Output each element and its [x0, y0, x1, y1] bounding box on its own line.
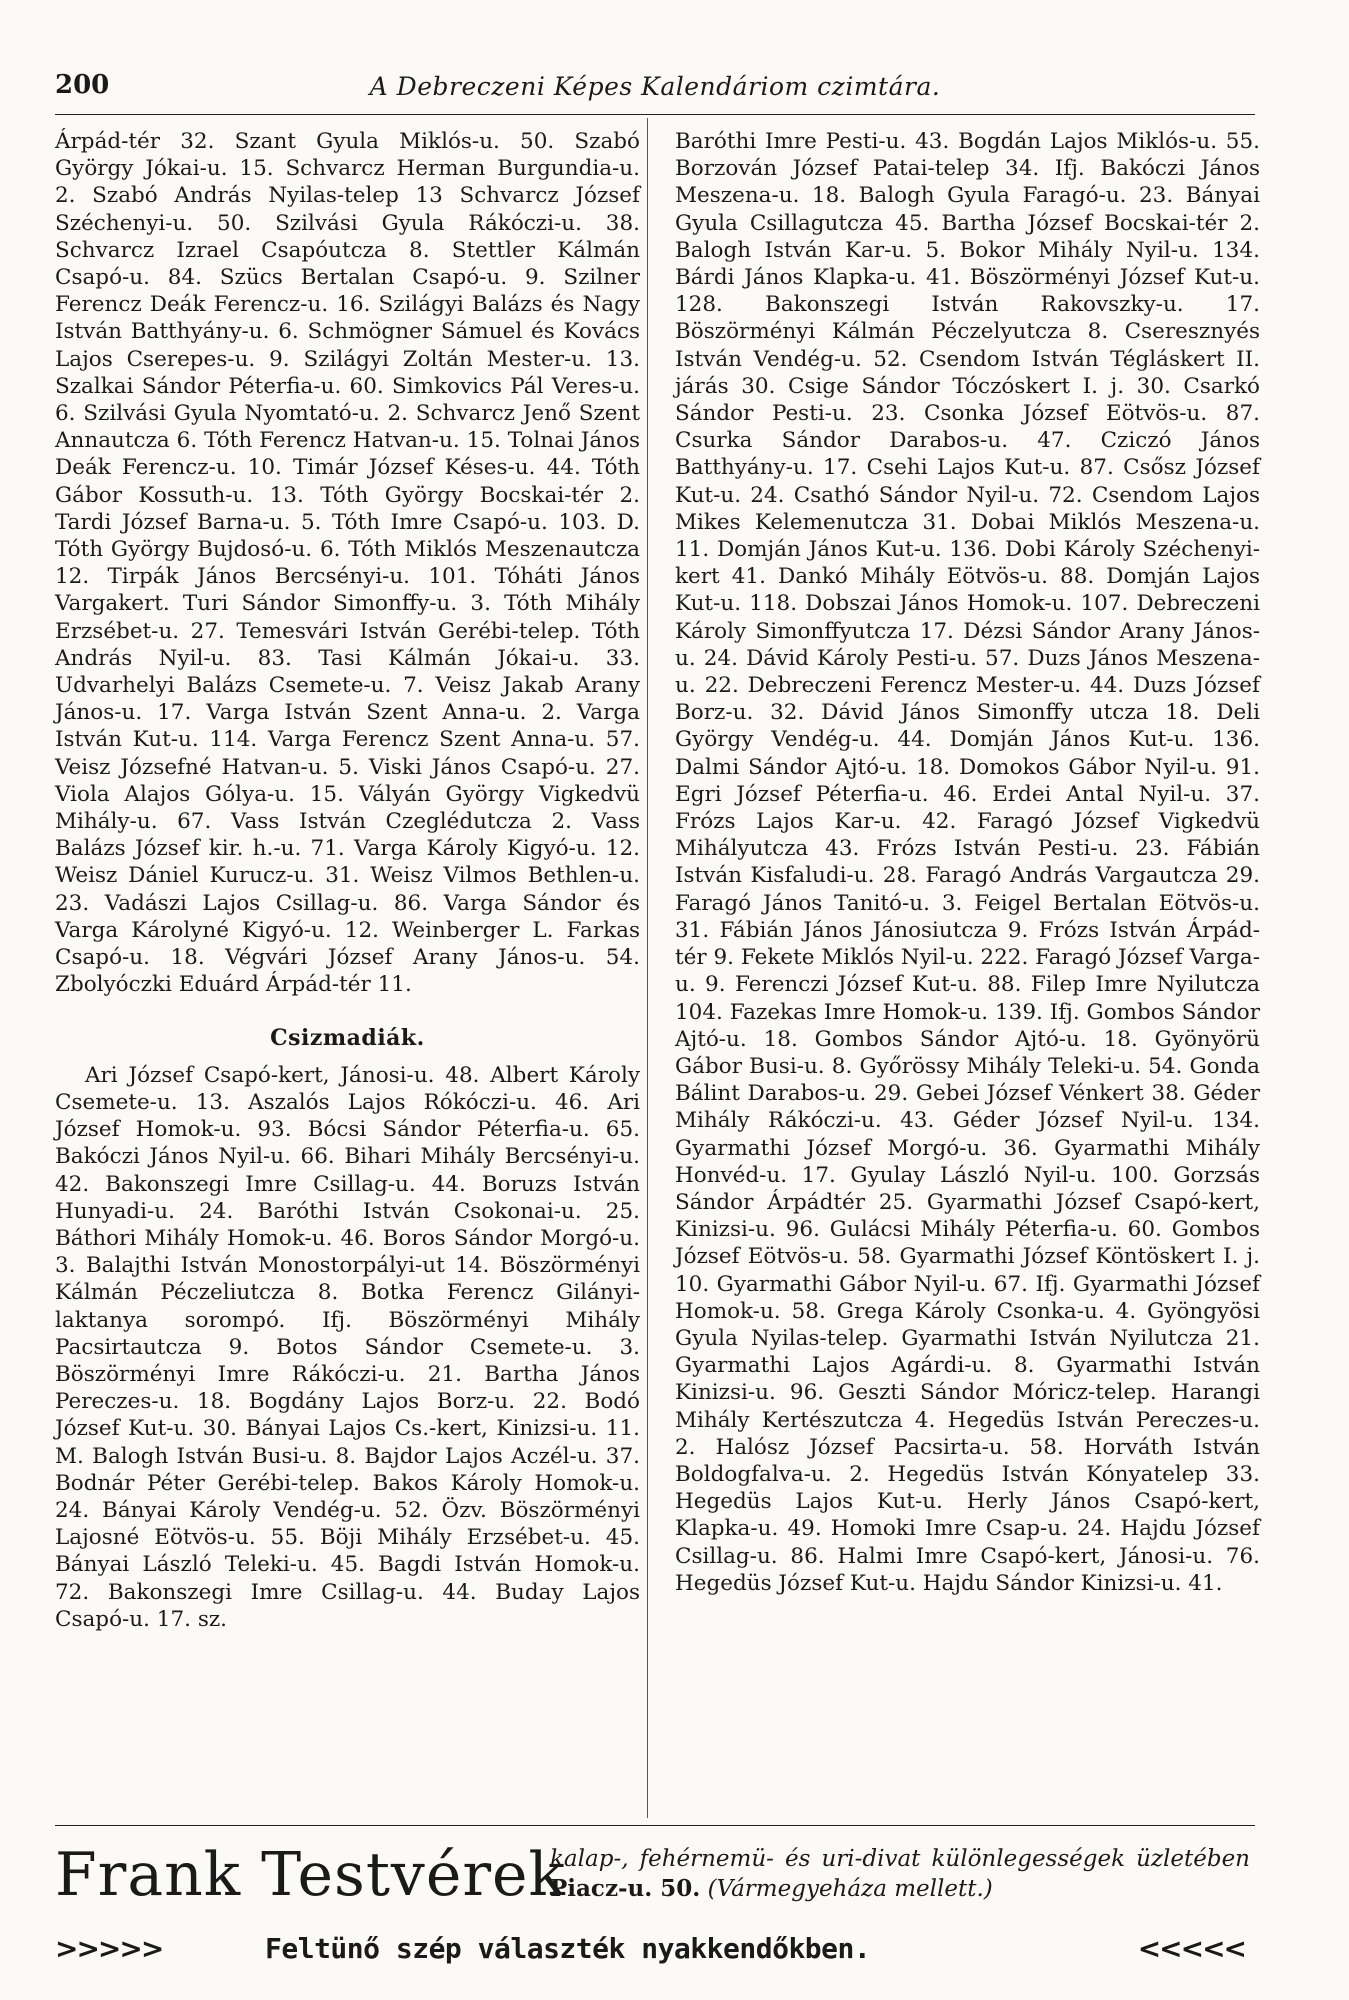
ad-text-part1: kalap-, fehérnemü- és uri-divat különlegességek üzletében	[550, 1846, 1250, 1872]
ad-brand: Frank Testvérek	[55, 1840, 566, 1910]
right-column	[675, 128, 1260, 1597]
page-number: 200	[55, 70, 110, 100]
arrows-right-icon: <<<<<	[1137, 1932, 1245, 1965]
left-paragraph-1: Árpád-tér 32. Szant Gyula Miklós-u. 50. Szabó György Jókai-u. 15. Schvarcz Herman Burgundia-u. 2. Szabó András Nyilas-telep 13 Schvarcz József Széchenyi-u. 50. Szilvási Gyula Rákóczi-u. 38. Schvarcz Izrael Csapóutcza 8. Stettler Kálmán Csapó-u. 84. Szücs Bertalan Csapó-u. 9. Szilner Ferencz Deák Ferencz-u. 16. Szilágyi Balázs és Nagy István Batthyány-u. 6. Schmögner Sámuel és Kovács Lajos Cserepes-u. 9. Szilágyi Zoltán Mester-u. 13. Szalkai Sándor Péterfia-u. 60. Simkovics Pál Veres-u. 6. Szilvási Gyula Nyomtató-u. 2. Schvarcz Jenő Szent Annautcza 6. Tóth Ferencz Hatvan-u. 15. Tolnai János Deák Ferencz-u. 10. Timár József Késes-u. 44. Tóth Gábor Kossuth-u. 13. Tóth György Bocskai-tér 2. Tardi József Barna-u. 5. Tóth Imre Csapó-u. 103. D. Tóth György Bujdosó-u. 6. Tóth Miklós Meszenautcza 12. Tirpák János Bercsényi-u. 101. Tóháti János Vargakert. Turi Sándor Simonffy-u. 3. Tóth Mihály Erzsébet-u. 27. Temesvári István Gerébi-telep. Tóth András Nyil-u. 83. Tasi Kálmán Jókai-u. 33. Udvarhelyi Balázs Csemete-u. 7. Veisz Jakab Arany János-u. 17. Varga István Szent Anna-u. 2. Varga István Kut-u. 114. Varga Ferencz Szent Anna-u. 57. Veisz Józsefné Hatvan-u. 5. Viski János Csapó-u. 27. Viola Alajos Gólya-u. 15. Vályán György Vigkedvü Mihály-u. 67. Vass István Czeglédutcza 2. Vass Balázs József kir. h.-u. 71. Varga Károly Kigyó-u. 12. Weisz Dániel Kurucz-u. 31. Weisz Vilmos Bethlen-u. 23. Vadászi Lajos Csillag-u. 86. Varga Sándor és Varga Károlyné Kigyó-u. 12. Weinberger L. Farkas Csapó-u. 18. Végvári József Arany János-u. 54. Zbolyóczki Eduárd Árpád-tér 11.	[55, 129, 640, 998]
advertisement	[55, 1838, 1255, 1978]
section-heading-csizmadiak: Csizmadiák.	[270, 1024, 425, 1051]
page-header	[55, 70, 1255, 115]
ad-address: Piacz-u. 50.	[550, 1875, 701, 1902]
running-title: A Debreczeni Képes Kalendáriom czimtára.	[369, 72, 941, 101]
ad-text	[550, 1844, 1250, 1904]
arrows-left-icon: >>>>>	[55, 1932, 163, 1965]
left-paragraph-2: Ari József Csapó-kert, Jánosi-u. 48. Albert Károly Csemete-u. 13. Aszalós Lajos Rókóczi-u. 46. Ari József Homok-u. 93. Bócsi Sándor Péterfia-u. 65. Bakóczi János Nyil-u. 66. Bihari Mihály Bercsényi-u. 42. Bakonszegi Imre Csillag-u. 44. Boruzs István Hunyadi-u. 24. Baróthi István Csokonai-u. 25. Báthori Mihály Homok-u. 46. Boros Sándor Morgó-u. 3. Balajthi István Monostorpályi-ut 14. Böszörményi Kálmán Péczeliutcza 8. Botka Ferencz Gilányi-laktanya sorompó. Ifj. Böszörményi Mihály Pacsirtautcza 9. Botos Sándor Csemete-u. 3. Böszörményi Imre Rákóczi-u. 21. Bartha János Pereczes-u. 18. Bogdány Lajos Borz-u. 22. Bodó József Kut-u. 30. Bányai Lajos Cs.-kert, Kinizsi-u. 11. M. Balogh István Busi-u. 8. Bajdor Lajos Aczél-u. 37. Bodnár Péter Gerébi-telep. Bakos Károly Homok-u. 24. Bányai Károly Vendég-u. 52. Özv. Böszörményi Lajosné Eötvös-u. 55. Böji Mihály Erzsébet-u. 45. Bányai László Teleki-u. 45. Bagdi István Homok-u. 72. Bakonszegi Imre Csillag-u. 44. Buday Lajos Csapó-u. 17. sz.	[55, 1062, 640, 1632]
column-divider	[647, 118, 648, 1818]
right-paragraph: Baróthi Imre Pesti-u. 43. Bogdán Lajos Miklós-u. 55. Borzován József Patai-telep 34. Ifj. Bakóczi János Meszena-u. 18. Balogh Gyula Faragó-u. 23. Bányai Gyula Csillagutcza 45. Bartha József Bocskai-tér 2. Balogh István Kar-u. 5. Bokor Mihály Nyil-u. 134. Bárdi János Klapka-u. 41. Böszörményi József Kut-u. 128. Bakonszegi István Rakovszky-u. 17. Böszörményi Kálmán Péczelyutcza 8. Cseresznyés István Vendég-u. 52. Csendom István Tégláskert II. járás 30. Csige Sándor Tóczóskert I. j. 30. Csarkó Sándor Pesti-u. 23. Csonka József Eötvös-u. 87. Csurka Sándor Darabos-u. 47. Cziczó János Batthyány-u. 17. Csehi Lajos Kut-u. 87. Csősz József Kut-u. 24. Csathó Sándor Nyil-u. 72. Csendom Lajos Mikes Kelemenutcza 31. Dobai Miklós Meszena-u. 11. Domján János Kut-u. 136. Dobi Károly Széchenyi-kert 41. Dankó Mihály Eötvös-u. 88. Domján Lajos Kut-u. 118. Dobszai János Homok-u. 107. Debreczeni Károly Simonffyutcza 17. Dézsi Sándor Arany János-u. 24. Dávid Károly Pesti-u. 57. Duzs János Meszena-u. 22. Debreczeni Ferencz Mester-u. 44. Duzs József Borz-u. 32. Dávid János Simonffy utcza 18. Deli György Vendég-u. 44. Domján János Kut-u. 136. Dalmi Sándor Ajtó-u. 18. Domokos Gábor Nyil-u. 91. Egri József Péterfia-u. 46. Erdei Antal Nyil-u. 37. Frózs Lajos Kar-u. 42. Faragó József Vigkedvü Mihályutcza 43. Frózs István Pesti-u. 23. Fábián István Kisfaludi-u. 28. Faragó András Vargautcza 29. Faragó János Tanitó-u. 3. Feigel Bertalan Eötvös-u. 31. Fábián János Jánosiutcza 9. Frózs István Árpád-tér 9. Fekete Miklós Nyil-u. 222. Faragó József Varga-u. 9. Ferenczi József Kut-u. 88. Filep Imre Nyilutcza 104. Fazekas Imre Homok-u. 139. Ifj. Gombos Sándor Ajtó-u. 18. Gombos Sándor Ajtó-u. 18. Gyönyörü Gábor Busi-u. 8. Győrössy Mihály Teleki-u. 54. Gonda Bálint Darabos-u. 29. Gebei József Vénkert 38. Géder Mihály Rákóczi-u. 43. Géder József Nyil-u. 134. Gyarmathi József Morgó-u. 36. Gyarmathi Mihály Honvéd-u. 17. Gyulay László Nyil-u. 100. Gorzsás Sándor Árpádtér 25. Gyarmathi József Csapó-kert, Kinizsi-u. 96. Gulácsi Mihály Péterfia-u. 60. Gombos József Eötvös-u. 58. Gyarmathi József Köntöskert I. j. 10. Gyarmathi Gábor Nyil-u. 67. Ifj. Gyarmathi József Homok-u. 58. Grega Károly Csonka-u. 4. Gyöngyösi Gyula Nyilas-telep. Gyarmathi István Nyilutcza 21. Gyarmathi Lajos Agárdi-u. 8. Gyarmathi István Kinizsi-u. 96. Geszti Sándor Móricz-telep. Harangi Mihály Kertészutcza 4. Hegedüs István Pereczes-u. 2. Halósz József Pacsirta-u. 58. Horváth István Boldogfalva-u. 2. Hegedüs István Kónyatelep 33. Hegedüs Lajos Kut-u. Herly János Csapó-kert, Klapka-u. 49. Homoki Imre Csap-u. 24. Hajdu József Csillag-u. 86. Halmi Imre Csapó-kert, Jánosi-u. 76. Hegedüs József Kut-u. Hajdu Sándor Kinizsi-u. 41.	[675, 129, 1260, 1596]
ad-slogan-row	[55, 1932, 1255, 1968]
advertisement-rule	[55, 1825, 1255, 1826]
left-column	[55, 128, 640, 1633]
ad-text-part2: (Vármegyeháza mellett.)	[707, 1876, 993, 1902]
ad-slogan: Feltünő szép választék nyakkendőkben.	[265, 1932, 871, 1965]
